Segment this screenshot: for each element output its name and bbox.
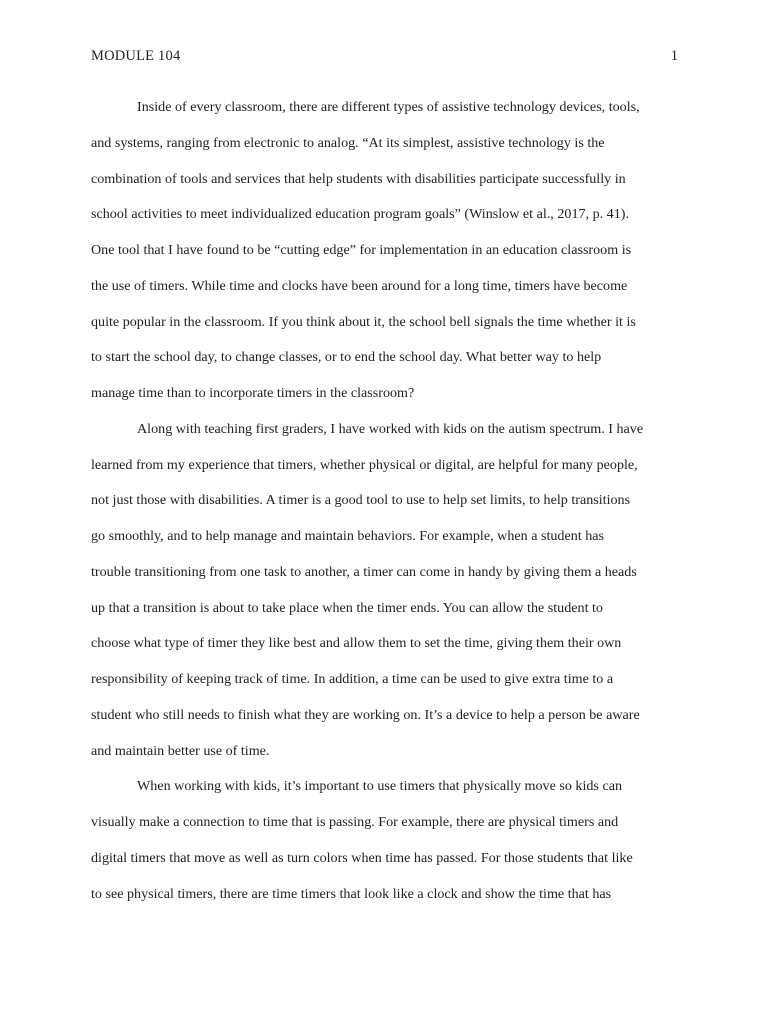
paragraph-2-line: learned from my experience that timers, whether physical or digital, are helpful for many people,: [91, 456, 638, 473]
running-head: [91, 45, 678, 67]
paragraph-1-line: manage time than to incorporate timers in the classroom?: [91, 385, 415, 401]
body-text: [91, 90, 681, 912]
paragraph-3-line: to see physical timers, there are time timers that look like a clock and show the time that has: [91, 885, 612, 902]
paragraph-3-line: visually make a connection to time that is passing. For example, there are physical timers and: [91, 814, 619, 830]
paragraph-2-line: not just those with disabilities. A timer is a good tool to use to help set limits, to help transitions: [91, 492, 631, 509]
paragraph-1-line: school activities to meet individualized education program goals” (Winslow et al., 2017, p. 41).: [91, 206, 629, 223]
paragraph-3-line: When working with kids, it’s important to use timers that physically move so kids can: [137, 778, 622, 795]
paragraph-2-line: and maintain better use of time.: [91, 742, 270, 759]
paragraph-1-line: to start the school day, to change classes, or to end the school day. What better way to help: [91, 349, 602, 366]
paragraph-2-line: student who still needs to finish what they are working on. It’s a device to help a person be aware: [91, 706, 640, 723]
paragraph-1-line: quite popular in the classroom. If you think about it, the school bell signals the time whether it is: [91, 313, 636, 330]
paragraph-3-line: digital timers that move as well as turn colors when time has passed. For those students that like: [91, 849, 633, 866]
page-number: 1: [670, 48, 678, 64]
paragraph-2-line: Along with teaching first graders, I have worked with kids on the autism spectrum. I have: [137, 420, 644, 437]
paragraph-1-line: the use of timers. While time and clocks have been around for a long time, timers have become: [91, 277, 628, 294]
paragraph-1-line: and systems, ranging from electronic to analog. “At its simplest, assistive technology is the: [91, 134, 605, 151]
paragraph-1-line: Inside of every classroom, there are different types of assistive technology devices, tools,: [137, 99, 640, 115]
paragraph-2-line: choose what type of timer they like best and allow them to set the time, giving them their own: [91, 635, 622, 652]
paragraph-2-line: responsibility of keeping track of time. In addition, a time can be used to give extra time to a: [91, 671, 614, 687]
paragraph-1-line: combination of tools and services that help students with disabilities participate successfully in: [91, 170, 626, 187]
paragraph-1-line: One tool that I have found to be “cutting edge” for implementation in an education classroom is: [91, 242, 632, 258]
paragraph-2-line: trouble transitioning from one task to another, a timer can come in handy by giving them a heads: [91, 563, 637, 580]
running-head-title: MODULE 104: [91, 48, 181, 64]
paragraph-2-line: up that a transition is about to take place when the timer ends. You can allow the student to: [91, 599, 603, 616]
paragraph-2-line: go smoothly, and to help manage and maintain behaviors. For example, when a student has: [91, 528, 604, 544]
